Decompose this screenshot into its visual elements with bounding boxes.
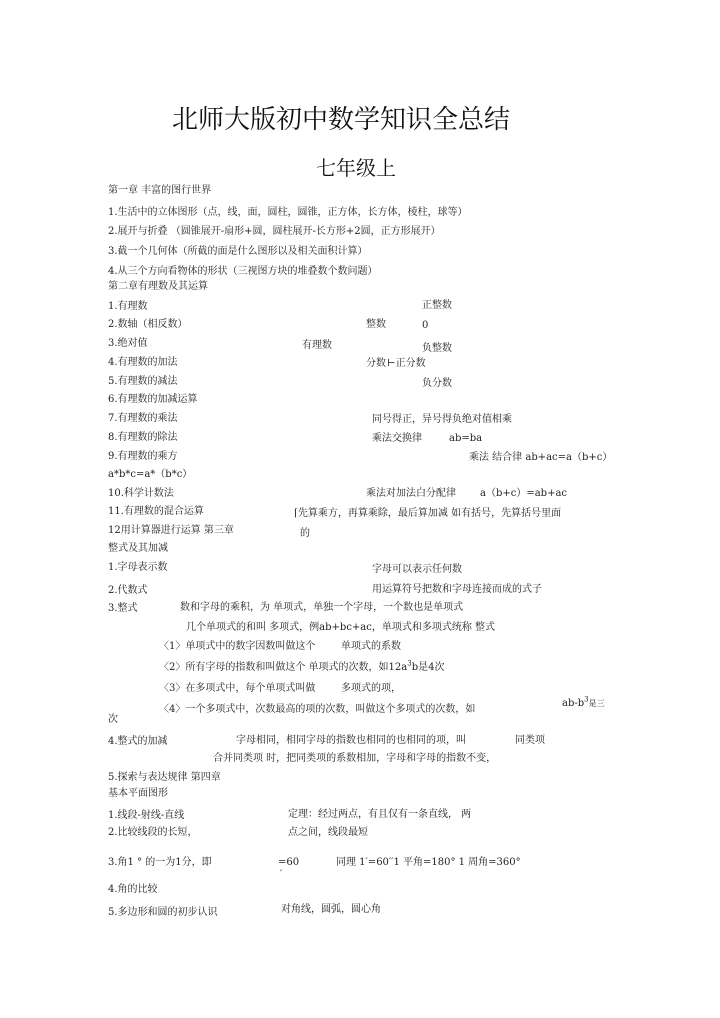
ch2-item-4: 4.有理数的加法 (108, 357, 178, 368)
ch3-item-4-line-2: 合并同类项 时，把同类项的系数相加，字母和字母的指数不变， (213, 753, 497, 764)
ch3-item-3-line-2: 几个单项式的和叫 多项式，例ab+bc+ac，单项式和多项式统称 整式 (186, 622, 496, 633)
ch2-item-5: 5.有理数的减法 (108, 376, 178, 387)
rule-commutative-label: 乘法交换律 (372, 433, 422, 444)
ch3-item-4-b: 同类项 (515, 735, 545, 746)
ch1-item-1: 1.生活中的立体图形（点，线，面，圆柱，圆锥，正方体，长方体，棱柱，球等） (108, 207, 468, 218)
ch1-item-2: 2.展开与折叠 （圆锥展开-扇形+圆，圆柱展开-长方形+2圆，正方形展开） (108, 226, 441, 237)
ch3-item-5: 5.探索与表达规律 第四章 (108, 772, 221, 783)
chapter-4-heading: 基本平面图形 (108, 788, 168, 799)
ch3-sub-3-b: 多项式的项， (341, 683, 401, 694)
ch4-item-2: 2.比较线段的长短， (108, 827, 198, 838)
page-subtitle: 七年级上 (316, 156, 396, 180)
ch3-sub-4-example (562, 695, 605, 710)
ch3-sub-2-a: 〈2〉所有字母的指数和叫做这个 单项式的次数，如12a (159, 662, 408, 673)
ch3-item-4: 4.整式的加减 (108, 736, 168, 747)
rule-order-line-2: 的 (300, 528, 310, 539)
ch3-sub-4-sup: 3 (584, 695, 589, 704)
rule-associative: 乘法 结合律 ab+ac=a（b+c） (469, 452, 613, 463)
ch2-item-7: 7.有理数的乘法 (108, 413, 178, 424)
ch3-sub-4-e: 次 (108, 714, 118, 725)
tree-negative-integer: 负整数 (422, 343, 452, 354)
rule-order-line-1: ⌈先算乘方，再算乘除，最后算加减 如有括号，先算括号里面 (294, 508, 562, 519)
ch3-item-2: 2.代数式 (108, 585, 148, 596)
rule-distributive-formula: a（b+c）=ab+ac (480, 488, 568, 499)
ch3-item-4-a: 字母相同，相同字母的指数也相同的也相同的项，叫 (236, 735, 466, 746)
ch3-item-3-note: 数和字母的乘积，为 单项式，单独一个字母，一个数也是单项式 (180, 602, 464, 613)
ch3-sub-4-d: 是三 (588, 699, 605, 708)
tree-root: 有理数 (302, 340, 332, 351)
ch2-item-8: 8.有理数的除法 (108, 432, 178, 443)
ch3-sub-4: 〈4〉一个多项式中，次数最高的项的次数，叫做这个多项式的次数，如 (159, 704, 476, 715)
ch1-item-3: 3.截一个几何体（所截的面是什么图形以及相关面积计算） (108, 246, 368, 257)
ch2-item-6: 6.有理数的加减运算 (108, 394, 198, 405)
ch2-assoc-formula: a*b*c=a*（b*c） (108, 469, 193, 480)
ch4-item-3: 3.角1 ° 的一为1分，即 (108, 857, 212, 868)
ch2-item-3: 3.绝对值 (108, 338, 148, 349)
ch4-item-2-note: 点之间，线段最短 (288, 827, 368, 838)
ch2-item-10: 10.科学计数法 (108, 488, 174, 499)
tree-positive-integer: 正整数 (422, 300, 452, 311)
tree-integer: 整数 (366, 319, 386, 330)
ch2-item-11: 11.有理数的混合运算 (108, 506, 204, 517)
ch3-item-2-note: 用运算符号把数和字母连接而成的式子 (372, 584, 542, 595)
tree-negative-fraction: 负分数 (422, 378, 452, 389)
ch4-item-3-b: =60 (278, 857, 300, 868)
rule-sign: 同号得正，异号得负绝对值相乘 (372, 414, 512, 425)
ch3-sub-4-c: ab-b (562, 698, 585, 709)
chapter-3-heading: 整式及其加减 (108, 543, 168, 554)
ch3-sub-2-b: b是4次 (411, 662, 445, 673)
ch4-item-3-d: ′ (280, 869, 283, 880)
ch4-item-1-note: 定理：经过两点，有且仅有一条直线， 两 (288, 809, 472, 820)
tree-positive-fraction: ⊢正分数 (387, 358, 426, 369)
ch3-item-1-note: 字母可以表示任何数 (372, 564, 462, 575)
chapter-1-heading: 第一章 丰富的图行世界 (108, 185, 212, 196)
ch2-item-12: 12用计算器进行运算 第三章 (108, 525, 234, 536)
tree-zero: 0 (422, 320, 429, 331)
ch2-item-2: 2.数轴（相反数） (108, 319, 188, 330)
ch3-sub-1: 〈1〉单项式中的数字因数叫做这个 (159, 641, 316, 652)
ch3-item-3: 3.整式 (108, 603, 138, 614)
chapter-2-heading: 第二章有理数及其运算 (108, 281, 208, 292)
ch4-item-5-note: 对角线，圆弧，圆心角 (281, 904, 381, 915)
ch2-item-9: 9.有理数的乘方 (108, 451, 178, 462)
ch4-item-4: 4.角的比较 (108, 884, 158, 895)
ch3-sub-2-sup: 3 (407, 659, 412, 668)
rule-distributive-label: 乘法对加法白分配律 (366, 488, 456, 499)
tree-fraction: 分数 (366, 358, 386, 369)
ch3-item-1: 1.字母表示数 (108, 562, 168, 573)
ch4-item-5: 5.多边形和圆的初步认识 (108, 907, 218, 918)
ch2-item-1: 1.有理数 (108, 301, 148, 312)
page-title: 北师大版初中数学知识全总结 (171, 105, 510, 135)
rule-commutative-formula: ab=ba (449, 433, 483, 444)
ch4-item-1: 1.线段-射线-直线 (108, 810, 185, 821)
ch3-sub-3: 〈3〉在多项式中，每个单项式叫做 (159, 683, 316, 694)
ch4-item-3-c: 同理 1′=60′′1 平角=180° 1 周角=360° (336, 857, 521, 868)
ch1-item-4: 4.从三个方向看物体的形状（三视图方块的堆叠数个数问题） (108, 266, 378, 277)
ch3-sub-2 (159, 659, 445, 674)
ch3-sub-1-b: 单项式的系数 (341, 641, 401, 652)
